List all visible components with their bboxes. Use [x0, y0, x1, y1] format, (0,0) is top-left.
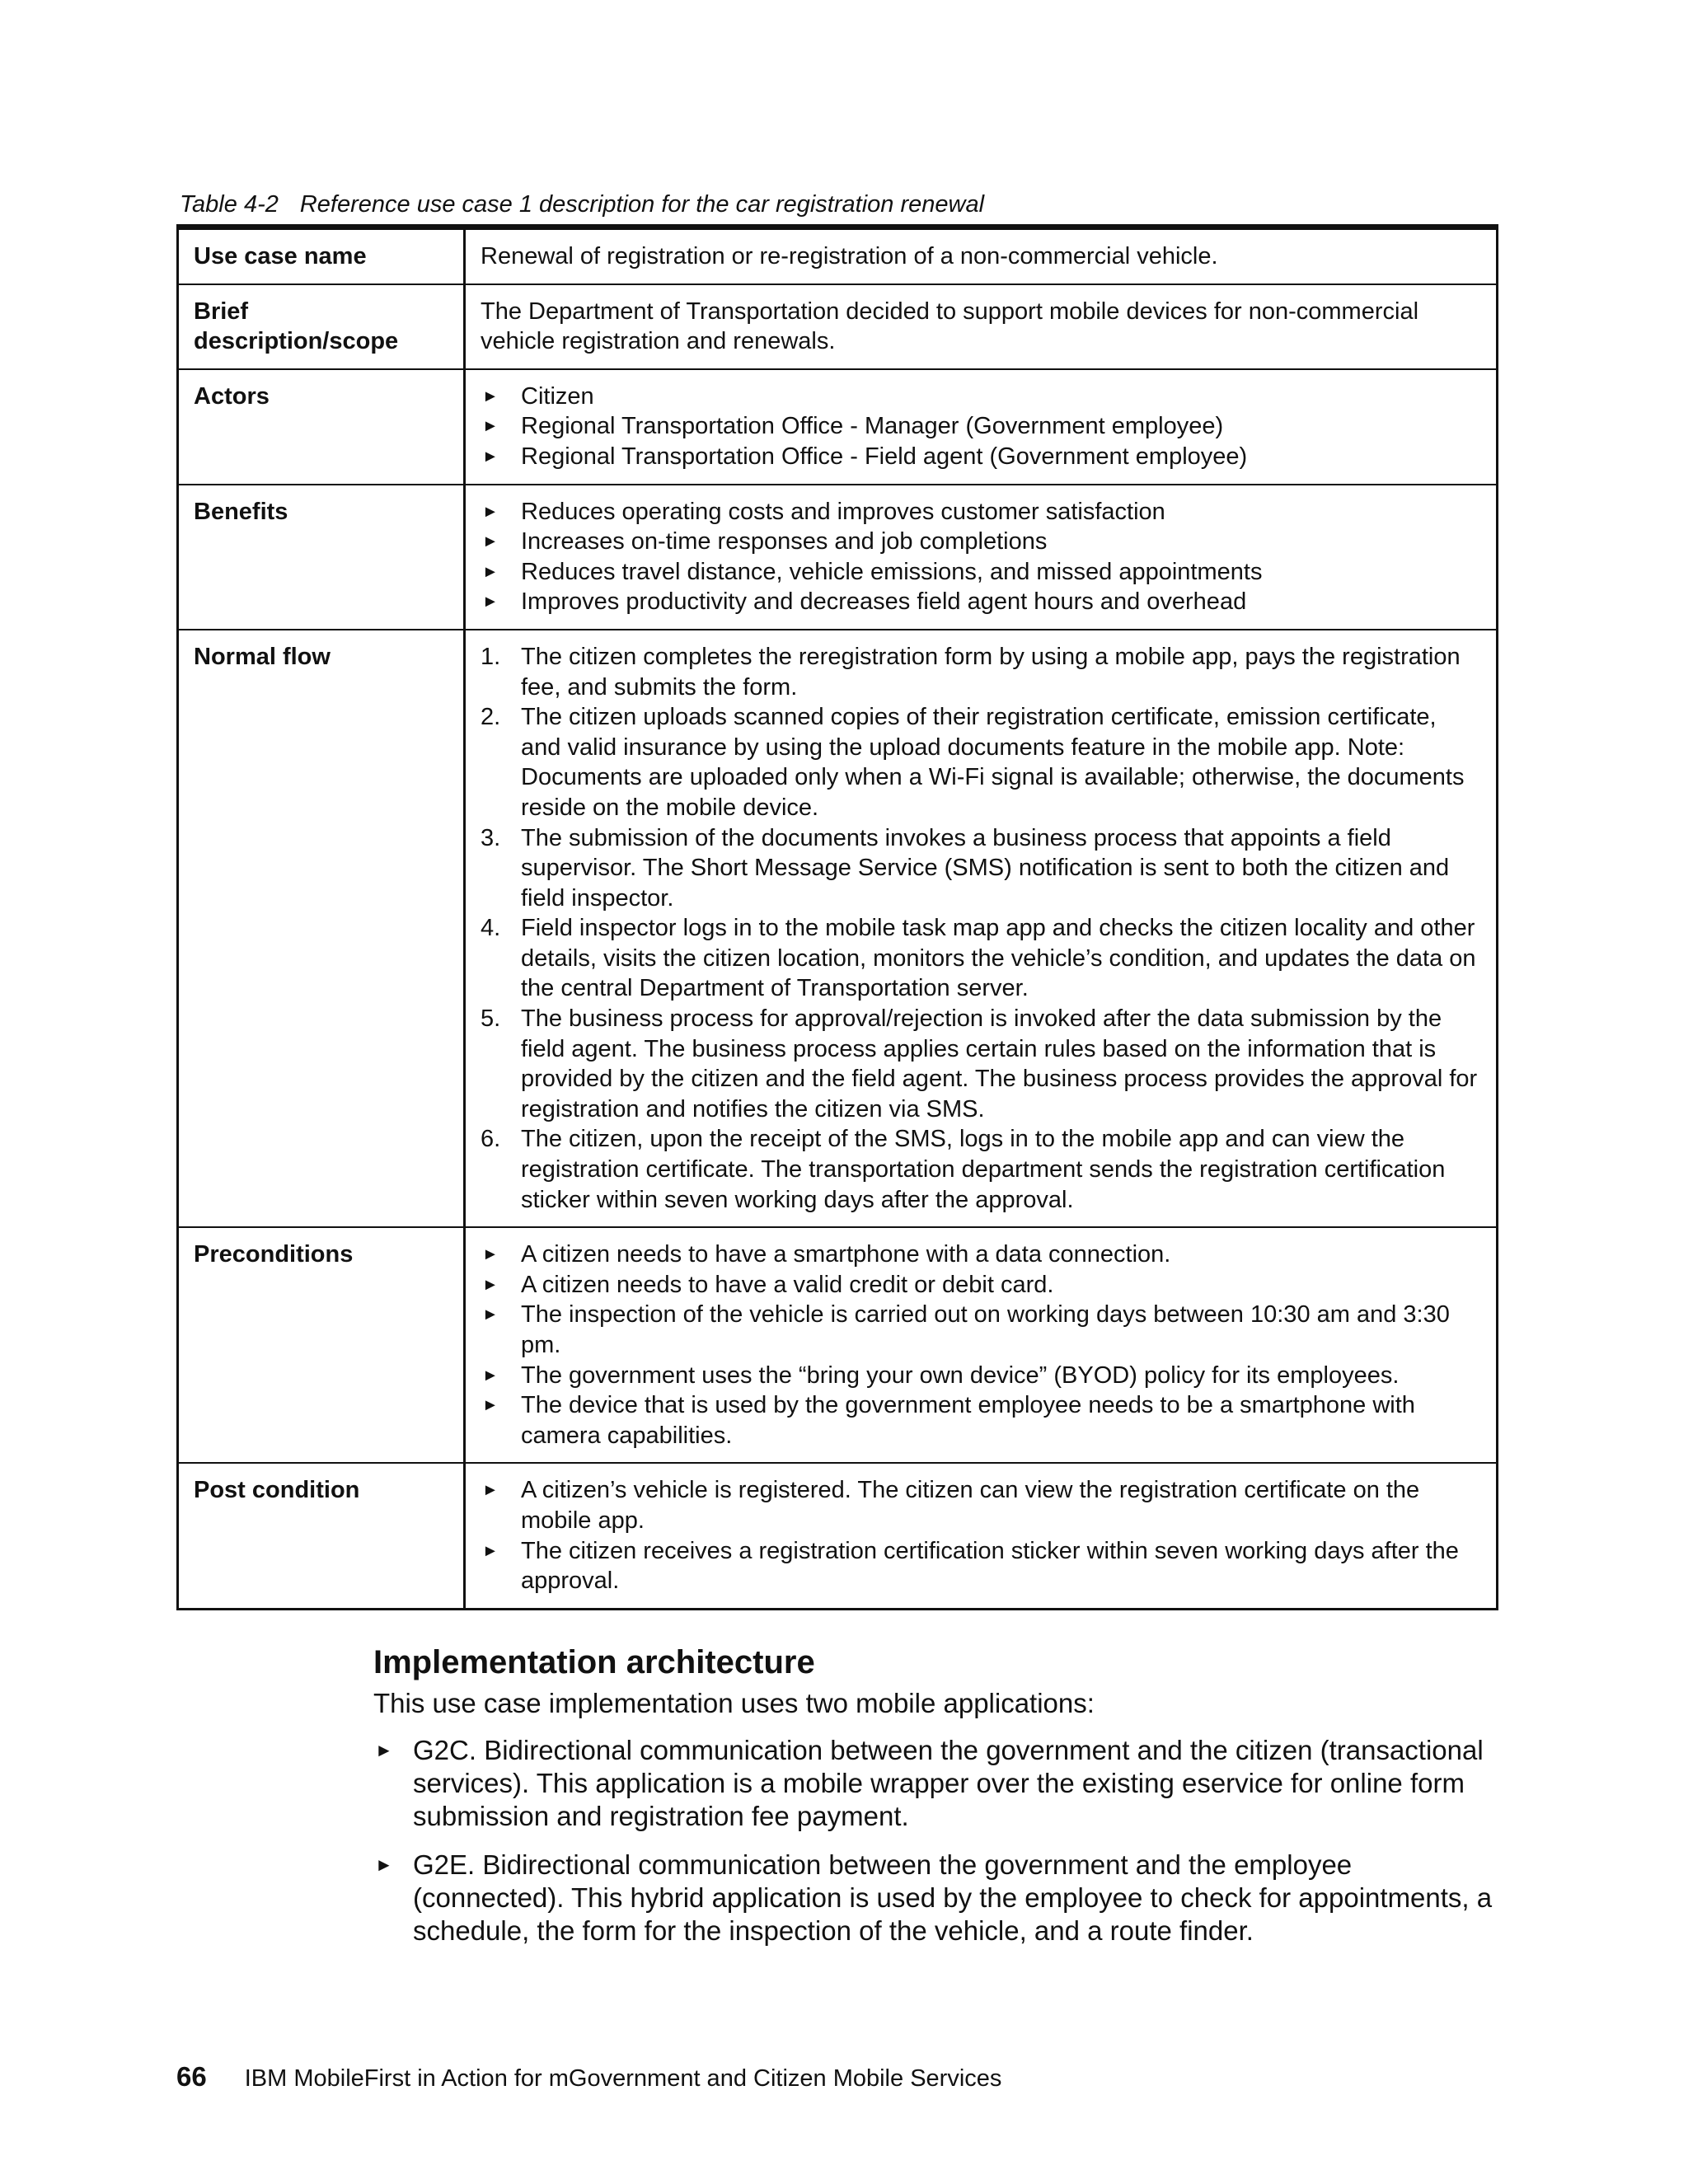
- table-caption-number: Table 4-2: [180, 191, 279, 218]
- bullet-arrow-icon: ►: [482, 1245, 499, 1264]
- list-item: ► Increases on-time responses and job completions: [481, 527, 1478, 557]
- row-label-normal-flow: Normal flow: [178, 630, 465, 1227]
- list-item: 2. The citizen uploads scanned copies of their registration certificate, emission certificate, and valid insurance by using the upload documents feature in the mobile app. Note: Documents are uploaded only when a Wi-Fi signal is available; otherwise, the documents reside on the mobile device.: [481, 704, 1465, 821]
- list-item: ► The government uses the “bring your own device” (BYOD) policy for its employees.: [481, 1361, 1478, 1391]
- step-number: 4.: [481, 915, 501, 942]
- row-content-post-condition: [465, 1463, 1498, 1609]
- list-item: 6. The citizen, upon the receipt of the SMS, logs in to the mobile app and can view the registration certificate. The transportation department sends the registration certification sticker within seven working days after the approval.: [481, 1126, 1446, 1213]
- row-label-benefits: Benefits: [178, 485, 465, 630]
- normal-flow-list: [481, 642, 1478, 1215]
- list-item: ► A citizen needs to have a valid credit or debit card.: [481, 1270, 1478, 1301]
- list-item: ► A citizen needs to have a smartphone with a data connection.: [481, 1240, 1478, 1270]
- row-content-benefits: [465, 485, 1498, 630]
- table-row: [178, 630, 1498, 1227]
- post-condition-list: [481, 1475, 1478, 1596]
- book-title: IBM MobileFirst in Action for mGovernment and Citizen Mobile Services: [244, 2065, 1002, 2092]
- list-item: ► The inspection of the vehicle is carried out on working days between 10:30 am and 3:30 pm.: [482, 1301, 1450, 1358]
- row-label-use-case-name: Use case name: [178, 227, 465, 284]
- section-intro: This use case implementation uses two mobile applications:: [373, 1688, 1095, 1718]
- row-label-post-condition: Post condition: [178, 1463, 465, 1609]
- section-heading: Implementation architecture: [373, 1644, 815, 1680]
- list-item: 1. The citizen completes the reregistration form by using a mobile app, pays the registration fee, and submits the form.: [481, 643, 1461, 701]
- step-number: 6.: [481, 1126, 501, 1153]
- table-caption-title: Reference use case 1 description for the car registration renewal: [299, 191, 985, 218]
- row-content-use-case-name: Renewal of registration or re-registration of a non-commercial vehicle.: [481, 243, 1218, 269]
- bullet-arrow-icon: ►: [482, 532, 499, 551]
- preconditions-list: [481, 1240, 1478, 1451]
- bullet-arrow-icon: ►: [375, 1740, 393, 1760]
- list-item: 3. The submission of the documents invokes a business process that appoints a field supervisor. The Short Message Service (SMS) notification is sent to both the citizen and field inspector.: [481, 824, 1450, 912]
- row-label-preconditions: Preconditions: [178, 1227, 465, 1463]
- row-label-brief-description: [178, 284, 465, 369]
- step-number: 2.: [481, 704, 501, 731]
- step-number: 3.: [481, 824, 501, 851]
- list-item: ► Citizen: [481, 382, 1478, 412]
- row-label-line: description/scope: [194, 328, 399, 355]
- bullet-arrow-icon: ►: [482, 1541, 499, 1560]
- actors-list: [481, 382, 1478, 472]
- row-content-preconditions: [465, 1227, 1498, 1463]
- bullet-arrow-icon: ►: [482, 562, 499, 581]
- list-item: ► The citizen receives a registration certification sticker within seven working days after the approval.: [482, 1537, 1459, 1595]
- table-row: [178, 1227, 1498, 1463]
- bullet-arrow-icon: ►: [482, 387, 499, 405]
- list-item: ► G2E. Bidirectional communication between the government and the employee (connected). This hybrid application is used by the employee to check for appointments, a schedule, the form for the inspection of the vehicle, and a route finder.: [375, 1849, 1493, 1946]
- use-case-table: [176, 224, 1498, 1610]
- list-item: ► Regional Transportation Office - Manager (Government employee): [481, 411, 1478, 442]
- row-content-normal-flow: [465, 630, 1498, 1227]
- row-content-brief-description: The Department of Transportation decided to support mobile devices for non-commercial vehicle registration and renewals.: [465, 284, 1498, 369]
- bullet-arrow-icon: ►: [375, 1854, 393, 1875]
- list-item: ► Regional Transportation Office - Field agent (Government employee): [481, 442, 1478, 472]
- row-content-actors: [465, 369, 1498, 485]
- bullet-arrow-icon: ►: [482, 447, 499, 466]
- benefits-list: [481, 497, 1478, 617]
- page-footer: [176, 2062, 1001, 2093]
- bullet-arrow-icon: ►: [482, 593, 499, 612]
- list-item: ► The device that is used by the government employee needs to be a smartphone with camera capabilities.: [482, 1392, 1415, 1449]
- row-label-actors: Actors: [178, 369, 465, 485]
- bullet-arrow-icon: ►: [482, 1366, 499, 1385]
- list-item: ► G2C. Bidirectional communication between the government and the citizen (transactional services). This application is a mobile wrapper over the existing eservice for online form submission and registration fee payment.: [375, 1735, 1484, 1831]
- list-item: 4. Field inspector logs in to the mobile task map app and checks the citizen locality and other details, visits the citizen location, monitors the vehicle’s condition, and updates the data on the central Department of Transportation server.: [481, 915, 1476, 1002]
- table-row: [178, 369, 1498, 485]
- bullet-arrow-icon: ►: [482, 502, 499, 521]
- list-item: ► Improves productivity and decreases field agent hours and overhead: [481, 587, 1478, 617]
- table-row: [178, 485, 1498, 630]
- page-number: 66: [176, 2061, 207, 2092]
- table-row: [178, 284, 1498, 369]
- list-item: 5. The business process for approval/rejection is invoked after the data submission by the field agent. The business process applies certain rules based on the information that is provided by the citizen and the field agent. The business process provides the approval for registration and notifies the citizen via SMS.: [481, 1005, 1478, 1122]
- table-row: [178, 1463, 1498, 1609]
- bullet-arrow-icon: ►: [482, 417, 499, 436]
- bullet-arrow-icon: ►: [482, 1275, 499, 1294]
- step-number: 5.: [481, 1005, 501, 1033]
- bullet-arrow-icon: ►: [482, 1305, 499, 1324]
- list-item: ► Reduces operating costs and improves customer satisfaction: [481, 497, 1478, 527]
- table-caption: [180, 190, 984, 219]
- step-number: 1.: [481, 643, 501, 670]
- mobile-applications-list: [373, 1734, 1503, 1963]
- list-item: ► A citizen’s vehicle is registered. The citizen can view the registration certificate on the mobile app.: [482, 1477, 1420, 1534]
- row-label-line: Brief: [194, 298, 249, 325]
- bullet-arrow-icon: ►: [482, 1481, 499, 1500]
- bullet-arrow-icon: ►: [482, 1396, 499, 1415]
- list-item: ► Reduces travel distance, vehicle emissions, and missed appointments: [481, 557, 1478, 588]
- table-row: [178, 227, 1498, 284]
